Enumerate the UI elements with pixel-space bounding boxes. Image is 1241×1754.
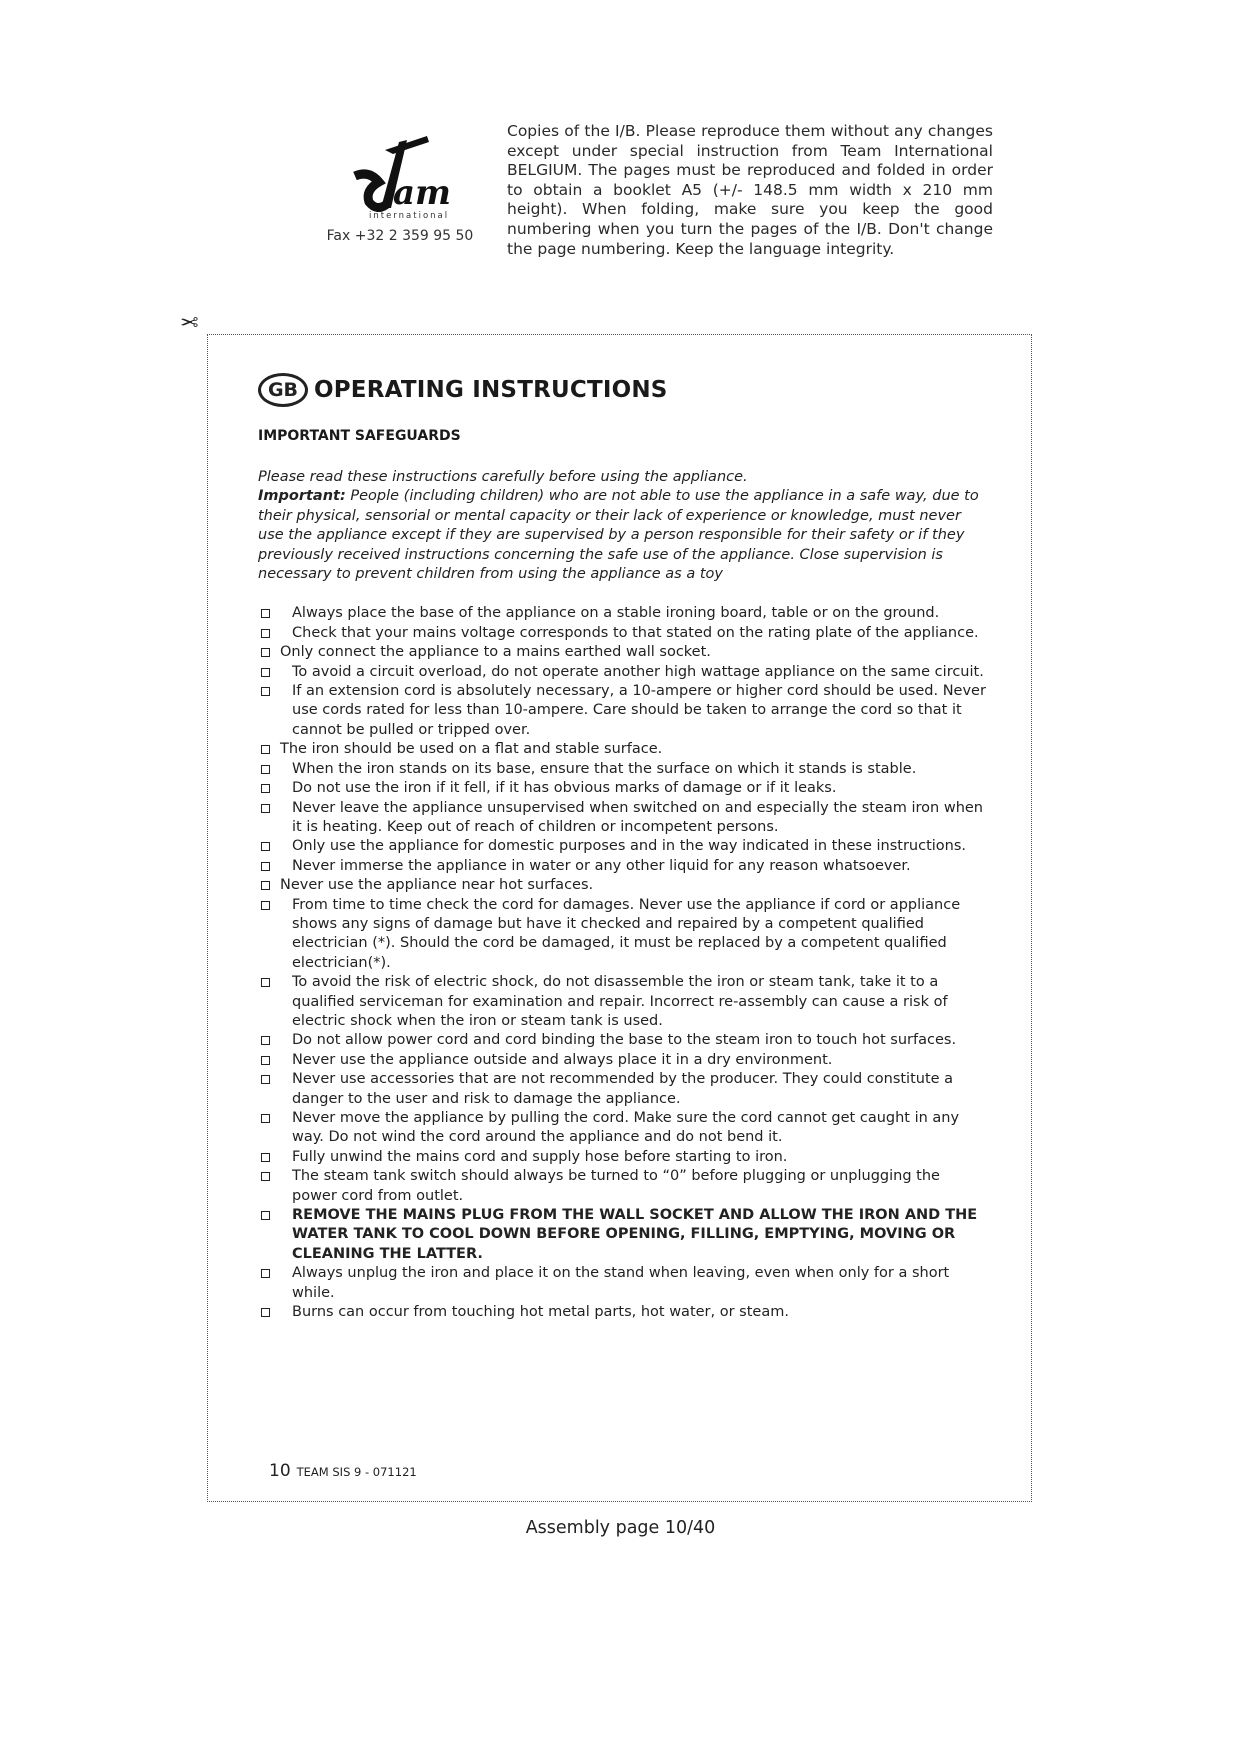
safeguards-list — [258, 604, 988, 1322]
checkbox-bullet-icon — [261, 862, 270, 871]
checkbox-bullet-icon — [261, 1114, 270, 1123]
checkbox-bullet-icon — [261, 609, 270, 618]
checkbox-bullet-icon — [261, 1036, 270, 1045]
checkbox-bullet-icon — [261, 745, 270, 754]
list-item: To avoid a circuit overload, do not operate another high wattage appliance on the same circuit. — [258, 663, 988, 682]
list-item: Fully unwind the mains cord and supply hose before starting to iron. — [258, 1148, 988, 1167]
team-logo-icon — [335, 130, 465, 226]
list-item: Never use the appliance near hot surfaces. — [258, 876, 988, 895]
list-item: The steam tank switch should always be turned to “0” before plugging or unplugging the power cord from outlet. — [258, 1167, 988, 1206]
gb-language-badge: GB — [258, 373, 308, 407]
checkbox-bullet-icon — [261, 648, 270, 657]
instruction-page — [258, 368, 988, 1322]
list-item: From time to time check the cord for damages. Never use the appliance if cord or appliance shows any signs of damage but have it checked and repaired by a competent qualified electrician (*). Should the cord be damaged, it must be replaced by a competent qualified electrician(*). — [258, 896, 988, 974]
list-item: To avoid the risk of electric shock, do not disassemble the iron or steam tank, take it to a qualified serviceman for examination and repair. Incorrect re-assembly can cause a risk of electric shock when the iron or steam tank is used. — [258, 973, 988, 1031]
list-item-warning: REMOVE THE MAINS PLUG FROM THE WALL SOCKET AND ALLOW THE IRON AND THE WATER TANK TO COOL DOWN BEFORE OPENING, FILLING, EMPTYING, MOVING OR CLEANING THE LATTER. — [258, 1206, 988, 1264]
intro-paragraph — [258, 468, 988, 584]
checkbox-bullet-icon — [261, 1172, 270, 1181]
list-item: Never move the appliance by pulling the cord. Make sure the cord cannot get caught in any way. Do not wind the cord around the appliance and do not bend it. — [258, 1109, 988, 1148]
checkbox-bullet-icon — [261, 901, 270, 910]
intro-line: Please read these instructions carefully before using the appliance. — [258, 469, 748, 485]
page-footer — [269, 1461, 417, 1481]
important-label: Important: — [258, 488, 346, 505]
checkbox-bullet-icon — [261, 629, 270, 638]
document-code: TEAM SIS 9 - 071121 — [296, 1465, 417, 1479]
page-number: 10 — [269, 1461, 291, 1481]
checkbox-bullet-icon — [261, 1153, 270, 1162]
team-logo — [315, 130, 485, 244]
operating-instructions-heading: OPERATING INSTRUCTIONS — [314, 377, 668, 403]
checkbox-bullet-icon — [261, 1308, 270, 1317]
list-item: Always unplug the iron and place it on the stand when leaving, even when only for a short while. — [258, 1264, 988, 1303]
list-item: Never immerse the appliance in water or any other liquid for any reason whatsoever. — [258, 857, 988, 876]
checkbox-bullet-icon — [261, 881, 270, 890]
checkbox-bullet-icon — [261, 842, 270, 851]
checkbox-bullet-icon — [261, 978, 270, 987]
checkbox-bullet-icon — [261, 668, 270, 677]
list-item: Never use accessories that are not recommended by the producer. They could constitute a danger to the user and risk to damage the appliance. — [258, 1070, 988, 1109]
reproduction-note: Copies of the I/B. Please reproduce them without any changes except under special instruction from Team International BELGIUM. The pages must be reproduced and folded in order to obtain a booklet A5 (+/- 148.5 mm width x 210 mm height). When folding, make sure you keep the good numbering when you turn the pages of the I/B. Don't change the page numbering. Keep the language integrity. — [507, 122, 993, 258]
list-item: Only use the appliance for domestic purposes and in the way indicated in these instructions. — [258, 837, 988, 856]
list-item: Only connect the appliance to a mains earthed wall socket. — [258, 643, 988, 662]
assembly-page-label: Assembly page 10/40 — [525, 1518, 716, 1538]
checkbox-bullet-icon — [261, 1075, 270, 1084]
list-item: Burns can occur from touching hot metal parts, hot water, or steam. — [258, 1303, 988, 1322]
svg-text:international: international — [369, 211, 450, 221]
important-note — [258, 487, 988, 584]
important-safeguards-heading: IMPORTANT SAFEGUARDS — [258, 428, 461, 444]
fax-number: Fax +32 2 359 95 50 — [326, 228, 474, 244]
list-item: Do not allow power cord and cord binding the base to the steam iron to touch hot surfaces. — [258, 1031, 988, 1050]
important-text: People (including children) who are not able to use the appliance in a safe way, due to their physical, sensorial or mental capacity or their lack of experience or knowledge, must never use the appliance except if they are supervised by a person responsible for their safety or if they previously received instructions concerning the safe use of the appliance. Close supervision is necessary to prevent children from using the appliance as a toy — [258, 488, 979, 583]
list-item: Never leave the appliance unsupervised when switched on and especially the steam iron when it is heating. Keep out of reach of children or incompetent persons. — [258, 799, 988, 838]
checkbox-bullet-icon — [261, 1056, 270, 1065]
list-item: Never use the appliance outside and always place it in a dry environment. — [258, 1051, 988, 1070]
checkbox-bullet-icon — [261, 1211, 270, 1220]
checkbox-bullet-icon — [261, 765, 270, 774]
list-item: Check that your mains voltage corresponds to that stated on the rating plate of the appliance. — [258, 624, 988, 643]
scissors-icon: ✂ — [180, 308, 199, 333]
checkbox-bullet-icon — [261, 804, 270, 813]
list-item: When the iron stands on its base, ensure that the surface on which it stands is stable. — [258, 760, 988, 779]
checkbox-bullet-icon — [261, 784, 270, 793]
list-item: Do not use the iron if it fell, if it has obvious marks of damage or if it leaks. — [258, 779, 988, 798]
svg-text:am: am — [393, 173, 452, 213]
checkbox-bullet-icon — [261, 1269, 270, 1278]
checkbox-bullet-icon — [261, 687, 270, 696]
list-item: Always place the base of the appliance on a stable ironing board, table or on the ground. — [258, 604, 988, 623]
list-item: If an extension cord is absolutely necessary, a 10-ampere or higher cord should be used. Never use cords rated for less than 10-ampere. Care should be taken to arrange the cord so that it cannot be pulled or tripped over. — [258, 682, 988, 740]
page-title — [258, 368, 988, 412]
list-item: The iron should be used on a flat and stable surface. — [258, 740, 988, 759]
